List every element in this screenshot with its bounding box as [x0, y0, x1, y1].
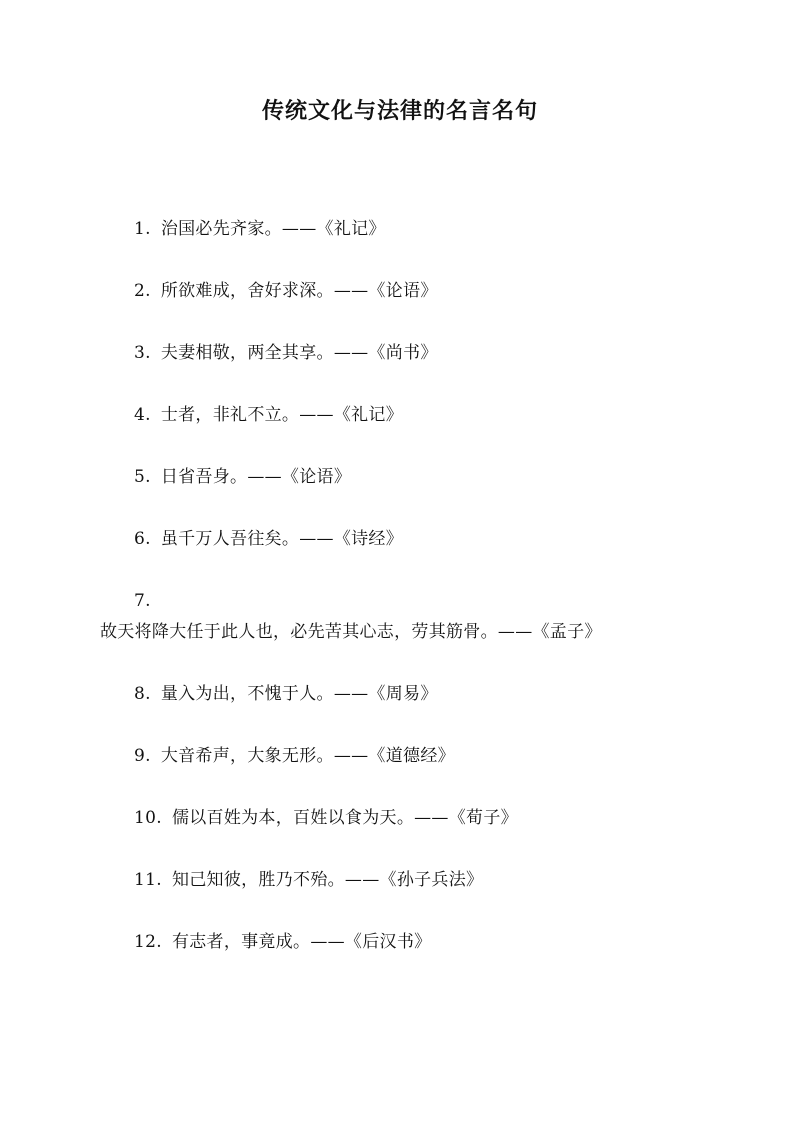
quote-list — [100, 214, 660, 989]
item-number: 10. — [134, 808, 162, 828]
list-item — [100, 586, 660, 648]
quote-text: 有志者，事竟成。——《后汉书》 — [171, 932, 432, 952]
quote-text: 虽千万人吾往矣。——《诗经》 — [160, 529, 404, 549]
list-item — [100, 214, 660, 245]
item-number: 5. — [134, 467, 151, 487]
list-item — [100, 524, 660, 555]
list-item — [100, 400, 660, 431]
list-item — [100, 679, 660, 710]
quote-text: 治国必先齐家。——《礼记》 — [160, 219, 386, 239]
list-item — [100, 865, 660, 896]
item-number: 1. — [134, 219, 151, 239]
item-number: 9. — [134, 746, 151, 766]
page-title: 传统文化与法律的名言名句 — [261, 98, 538, 124]
quote-text: 量入为出，不愧于人。——《周易》 — [160, 684, 438, 704]
list-item — [100, 276, 660, 307]
item-number: 4. — [134, 405, 151, 425]
item-number: 8. — [134, 684, 151, 704]
quote-text: 故天将降大任于此人也，必先苦其心志，劳其筋骨。——《孟子》 — [100, 622, 602, 642]
item-number: 3. — [134, 343, 151, 363]
list-item — [100, 338, 660, 369]
item-number: 11. — [134, 870, 162, 890]
quote-text: 儒以百姓为本，百姓以食为天。——《荀子》 — [171, 808, 518, 828]
list-item — [100, 803, 660, 834]
quote-text: 夫妻相敬，两全其享。——《尚书》 — [160, 343, 438, 363]
quote-text: 士者，非礼不立。——《礼记》 — [160, 405, 404, 425]
quote-text: 所欲难成，舍好求深。——《论语》 — [160, 281, 438, 301]
list-item — [100, 927, 660, 958]
item-number: 6. — [134, 529, 151, 549]
item-number: 2. — [134, 281, 151, 301]
item-number: 12. — [134, 932, 162, 952]
quote-text: 日省吾身。——《论语》 — [160, 467, 352, 487]
list-item — [100, 741, 660, 772]
quote-text: 大音希声，大象无形。——《道德经》 — [160, 746, 455, 766]
list-item — [100, 462, 660, 493]
quote-text: 知己知彼，胜乃不殆。——《孙子兵法》 — [171, 870, 484, 890]
item-number: 7. — [134, 591, 151, 611]
